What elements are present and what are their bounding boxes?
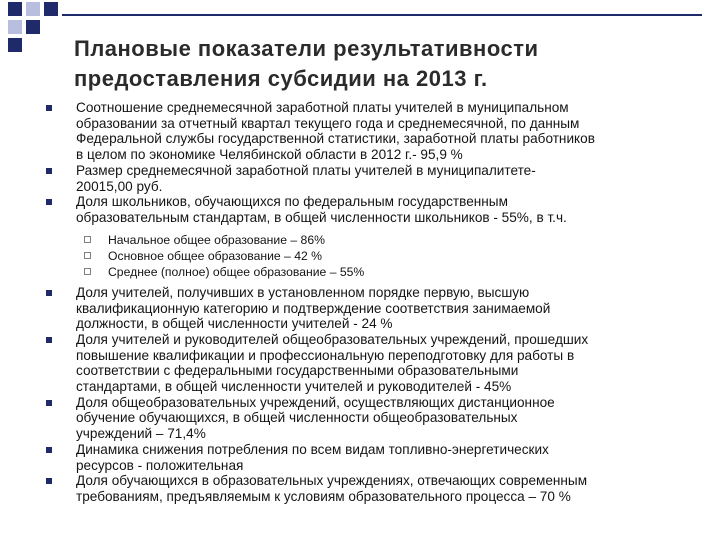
square-bullet-icon [46, 400, 52, 406]
square-bullet-icon [46, 447, 52, 453]
item-text: повышение квалификации и профессиональную переподготовку для работы в [76, 347, 575, 363]
item-text: Федеральной службы государственной статистики, заработной платы работников [76, 131, 595, 147]
header-divider [62, 14, 702, 16]
item-text: образовательным стандартам, в общей численности школьников - 55%, в т.ч. [76, 209, 567, 225]
item-text: 20015,00 руб. [76, 178, 163, 194]
slide-title [74, 34, 694, 94]
title-line: Плановые показатели результативности [74, 36, 539, 61]
item-text: Доля школьников, обучающихся по федеральным государственным [76, 194, 508, 210]
square-bullet-icon [46, 290, 52, 296]
hollow-square-bullet-icon [84, 236, 91, 243]
item-text: требованиям, предъявляемым к условиям образовательного процесса – 70 % [76, 488, 571, 504]
hollow-square-bullet-icon [84, 268, 91, 275]
item-text: Соотношение среднемесячной заработной платы учителей в муниципальном [76, 100, 569, 115]
list-item [40, 442, 710, 473]
sub-item-text: Начальное общее образование – 86% [108, 232, 325, 247]
item-text: Размер среднемесячной заработной платы учителей в муниципалитете- [76, 162, 536, 178]
sub-list-item [40, 232, 710, 248]
item-text: должности, в общей численности учителей - 24 % [76, 316, 393, 332]
item-text: квалификационную категорию и подтверждение соответствия занимаемой [76, 300, 551, 316]
list-item [40, 194, 710, 225]
square-bullet-icon [46, 337, 52, 343]
list-item [40, 332, 710, 395]
square-bullet-icon [46, 199, 52, 205]
decorative-squares-icon [0, 0, 70, 50]
sub-item-text: Основное общее образование – 42 % [108, 249, 322, 264]
item-text: ресурсов - положительная [76, 457, 244, 473]
item-text: Доля учителей и руководителей общеобразовательных учреждений, прошедших [76, 331, 589, 347]
bullet-list [40, 100, 710, 505]
item-text: стандартами, в общей численности учителей и руководителей - 45% [76, 379, 512, 395]
title-line: предоставления субсидии на 2013 г. [74, 66, 488, 91]
square-bullet-icon [46, 168, 52, 174]
sub-list-item [40, 264, 710, 280]
sub-item-text: Среднее (полное) общее образование – 55% [108, 265, 365, 280]
item-text: Доля общеобразовательных учреждений, осуществляющих дистанционное [76, 394, 555, 410]
item-text: соответствии с федеральными государственными образовательными [76, 363, 519, 379]
list-item [40, 473, 710, 504]
item-text: учреждений – 71,4% [76, 426, 206, 442]
list-item [40, 285, 710, 332]
item-text: образовании за отчетный квартал текущего года и среднемесячной, по данным [76, 115, 580, 131]
item-text: Доля учителей, получивших в установленном порядке первую, высшую [76, 284, 530, 300]
item-text: Доля обучающихся в образовательных учреждениях, отвечающих современным [76, 473, 588, 489]
list-item [40, 163, 710, 194]
sub-list-item [40, 248, 710, 264]
hollow-square-bullet-icon [84, 252, 91, 259]
item-text: обучение обучающихся, в общей численности общеобразовательных [76, 410, 518, 426]
list-item [40, 100, 710, 163]
square-bullet-icon [46, 105, 52, 111]
item-text: в целом по экономике Челябинской области в 2012 г.- 95,9 % [76, 147, 463, 163]
square-bullet-icon [46, 478, 52, 484]
list-item [40, 395, 710, 442]
item-text: Динамика снижения потребления по всем видам топливно-энергетических [76, 441, 549, 457]
